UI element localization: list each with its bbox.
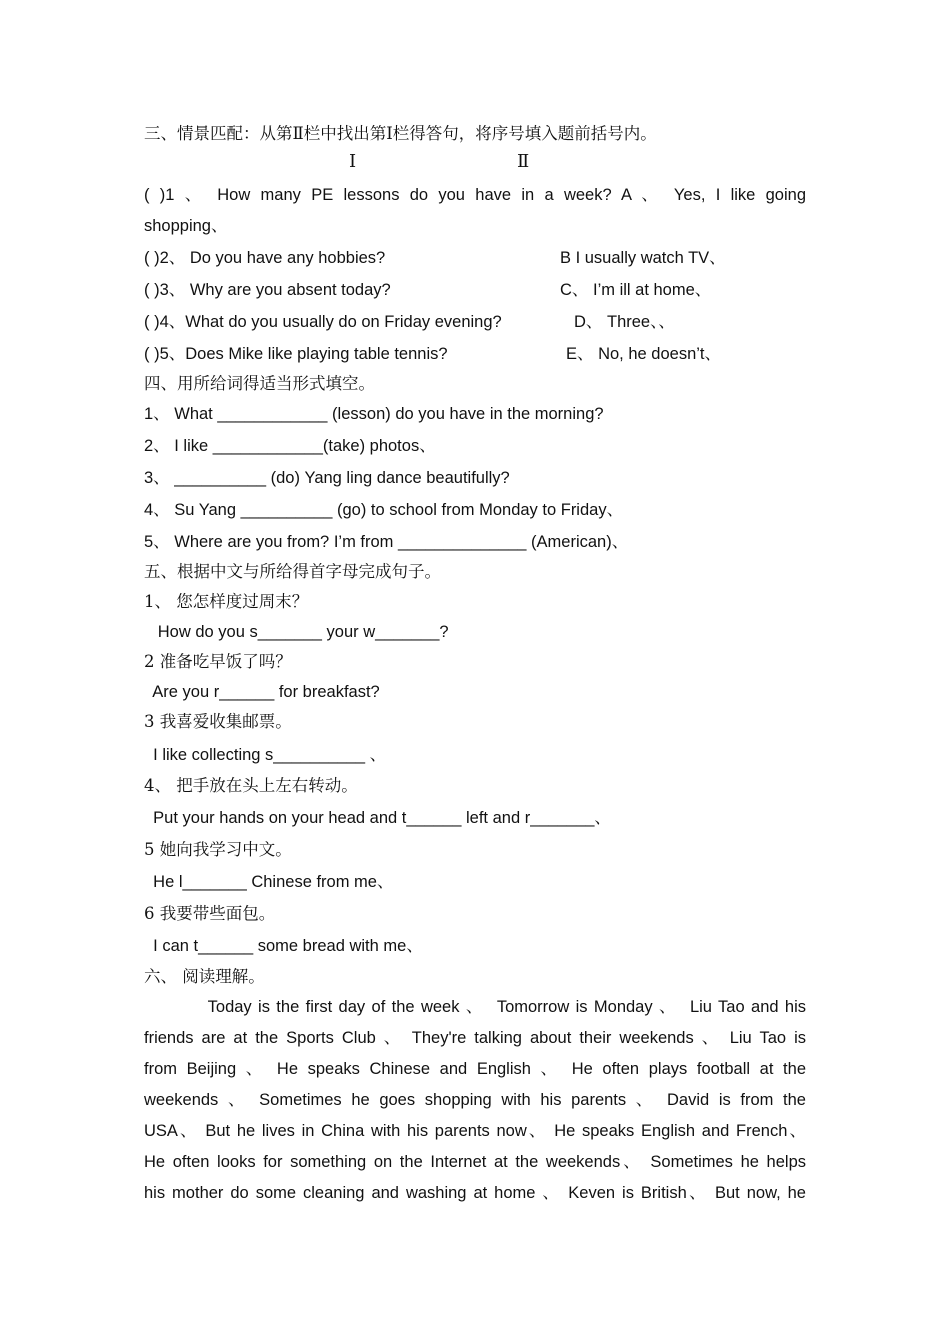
column-2-label: Ⅱ — [517, 151, 530, 172]
sentence-1-chinese: 1、 您怎样度过周末？ — [144, 592, 309, 611]
passage-line-4: weekends 、 Sometimes he goes shopping with his parents 、 David is from the — [144, 1091, 806, 1109]
passage-line-2: friends are at the Sports Club 、 They're talking about their weekends 、 Liu Tao is — [144, 1029, 806, 1047]
match-row-2 — [144, 247, 806, 269]
match-question-5: ( )5、Does Mike like playing table tennis? — [144, 345, 448, 363]
sentence-1-english: How do you s_______ your w_______? — [144, 623, 449, 641]
passage-line-7: his mother do some cleaning and washing at home 、 Keven is British、 But now, he — [144, 1184, 806, 1202]
sentence-4-chinese: 4、 把手放在头上左右转动。 — [144, 776, 358, 795]
match-question-2: ( )2、 Do you have any hobbies? — [144, 249, 386, 267]
match-question-4: ( )4、What do you usually do on Friday evening? — [144, 313, 502, 331]
sentence-2-chinese: 2 准备吃早饭了吗？ — [144, 652, 292, 671]
match-answer-e: E、 No, he doesn’t、 — [566, 345, 721, 363]
match-answer-c: C、 I’m ill at home、 — [560, 281, 712, 299]
match-question-1: ( )1 、 How many PE lessons do you have in a week? A 、 Yes, I like going — [144, 186, 806, 204]
section5-title: 五、根据中文与所给得首字母完成句子。 — [144, 562, 441, 581]
section3-title: 三、情景匹配：从第Ⅱ栏中找出第Ⅰ栏得答句，将序号填入题前括号内。 — [144, 124, 657, 143]
sentence-3-chinese: 3 我喜爱收集邮票。 — [144, 712, 292, 731]
match-question-3: ( )3、 Why are you absent today? — [144, 281, 391, 299]
match-row-4 — [144, 311, 806, 333]
sentence-2-english: Are you r______ for breakfast? — [144, 683, 380, 701]
passage-line-3: from Beijing 、 He speaks Chinese and English 、 He often plays football at the — [144, 1060, 806, 1078]
fill-item-2: 2、 I like ____________(take) photos、 — [144, 437, 436, 455]
fill-item-3: 3、 __________ (do) Yang ling dance beautifully? — [144, 469, 510, 487]
passage-line-6: He often looks for something on the Internet at the weekends、 Sometimes he helps — [144, 1153, 806, 1171]
column-1-label: Ⅰ — [349, 151, 357, 172]
fill-item-1: 1、 What ____________ (lesson) do you have in the morning? — [144, 405, 604, 423]
match-row-3 — [144, 279, 806, 301]
match-row-5 — [144, 343, 806, 365]
passage-line-1: Today is the first day of the week 、 Tomorrow is Monday 、 Liu Tao and his — [144, 998, 807, 1016]
fill-item-5: 5、 Where are you from? I’m from ______________ (American)、 — [144, 533, 629, 551]
sentence-5-english: He l_______ Chinese from me、 — [144, 873, 394, 891]
sentence-3-english: I like collecting s__________ 、 — [144, 746, 387, 764]
sentence-4-english: Put your hands on your head and t______ left and r_______、 — [144, 809, 611, 827]
passage-line-5: USA、 But he lives in China with his parents now、 He speaks English and French、 — [144, 1122, 806, 1140]
match-answer-b: B I usually watch TV、 — [560, 249, 726, 267]
section6-title: 六、 阅读理解。 — [144, 967, 265, 986]
sentence-5-chinese: 5 她向我学习中文。 — [144, 840, 292, 859]
sentence-6-chinese: 6 我要带些面包。 — [144, 904, 276, 923]
match-answer-d: D、 Three、、 — [574, 313, 675, 331]
fill-item-4: 4、 Su Yang __________ (go) to school from Monday to Friday、 — [144, 501, 624, 519]
match-question-1-cont: shopping、 — [144, 217, 228, 235]
section4-title: 四、用所给词得适当形式填空。 — [144, 374, 375, 393]
sentence-6-english: I can t______ some bread with me、 — [144, 937, 423, 955]
